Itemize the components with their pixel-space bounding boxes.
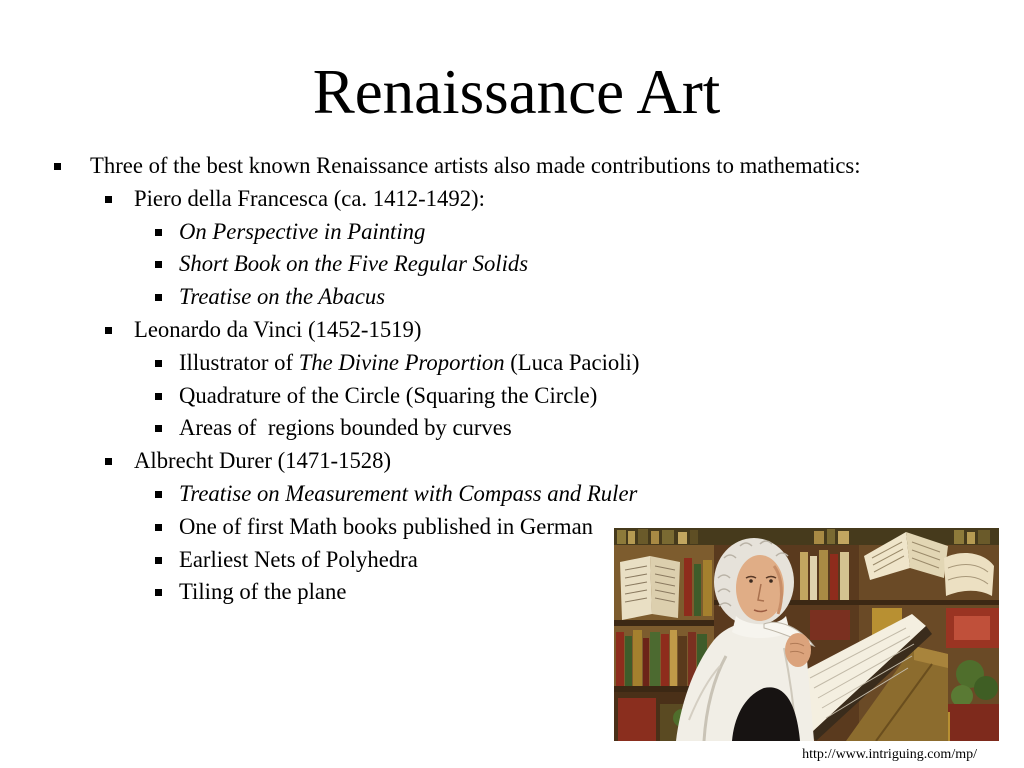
square-bullet-icon xyxy=(105,458,112,465)
artist-name: Albrecht Durer (1471-1528) xyxy=(134,448,392,474)
square-bullet-icon xyxy=(155,491,162,498)
square-bullet-icon xyxy=(155,393,162,400)
work-text: Quadrature of the Circle (Squaring the Circle) xyxy=(179,382,598,408)
square-bullet-icon xyxy=(155,261,162,268)
work-item xyxy=(0,412,900,445)
top-shelf xyxy=(614,528,999,545)
work-text-prefix: Illustrator of xyxy=(179,349,299,375)
work-text xyxy=(179,481,637,506)
work-text: Tiling of the plane xyxy=(179,579,347,605)
square-bullet-icon xyxy=(155,229,162,236)
square-bullet-icon xyxy=(155,360,162,367)
work-title: Treatise on Measurement with Compass and Ruler xyxy=(179,480,638,506)
work-text xyxy=(179,251,528,276)
work-item xyxy=(0,281,900,314)
list-item-intro xyxy=(0,150,900,183)
square-bullet-icon xyxy=(155,589,162,596)
artist-name: Leonardo da Vinci (1452-1519) xyxy=(134,316,422,342)
work-item xyxy=(0,478,900,511)
work-item xyxy=(0,347,900,380)
work-text xyxy=(179,284,385,309)
work-text: One of first Math books published in German xyxy=(179,513,593,539)
work-text-suffix: (Luca Pacioli) xyxy=(504,349,640,375)
square-bullet-icon xyxy=(155,557,162,564)
work-text: Earliest Nets of Polyhedra xyxy=(179,546,418,572)
list-item-text: Three of the best known Renaissance artists also made contributions to mathematics: xyxy=(90,153,861,178)
square-bullet-icon xyxy=(155,294,162,301)
work-item xyxy=(0,248,900,281)
work-item xyxy=(0,216,900,249)
image-credit: http://www.intriguing.com/mp/ xyxy=(802,747,977,762)
square-bullet-icon xyxy=(54,163,61,170)
work-text xyxy=(179,350,639,375)
work-title: The Divine Proportion xyxy=(298,349,505,375)
square-bullet-icon xyxy=(155,524,162,531)
square-bullet-icon xyxy=(155,425,162,432)
work-title: Treatise on the Abacus xyxy=(179,284,386,310)
portrait-painting xyxy=(614,528,999,741)
square-bullet-icon xyxy=(105,327,112,334)
work-title: Short Book on the Five Regular Solids xyxy=(179,251,529,277)
slide-title: Renaissance Art xyxy=(312,57,721,127)
square-bullet-icon xyxy=(105,196,112,203)
work-title: On Perspective in Painting xyxy=(179,218,426,244)
work-item xyxy=(0,380,900,413)
portrait-painting-art xyxy=(614,528,999,741)
work-text xyxy=(179,219,425,244)
artist-item xyxy=(0,183,900,216)
artist-item xyxy=(0,445,900,478)
artist-name: Piero della Francesca (ca. 1412-1492): xyxy=(134,185,485,211)
artist-item xyxy=(0,314,900,347)
work-text: Areas of regions bounded by curves xyxy=(179,415,512,441)
